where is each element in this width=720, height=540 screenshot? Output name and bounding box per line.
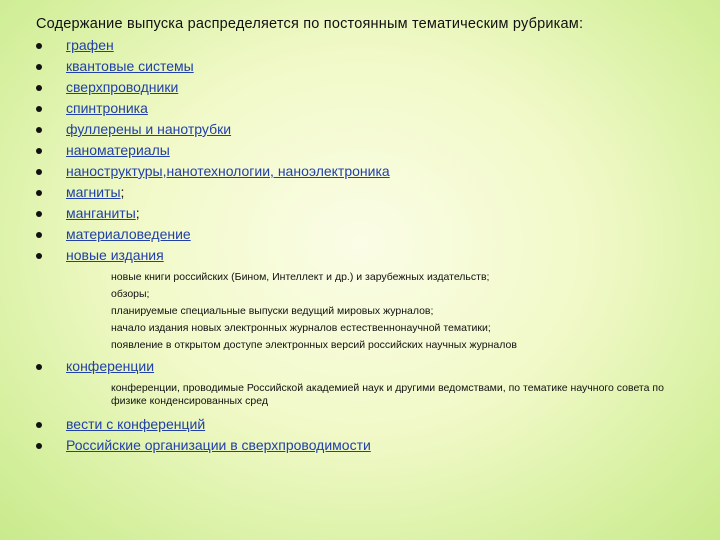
- bullet-icon: [36, 64, 42, 70]
- topic-link-nanomaterials[interactable]: наноматериалы: [66, 142, 170, 158]
- topic-suffix: ;: [120, 184, 125, 200]
- topic-link-manganites[interactable]: манганиты: [66, 205, 136, 221]
- list-item: [36, 245, 686, 266]
- detail-line: начало издания новых электронных журналов естественнонаучной тематики;: [111, 322, 491, 334]
- topic-link-spintronics[interactable]: спинтроника: [66, 100, 148, 116]
- conferences-detail: конференции, проводимые Российской академией наук и другими ведомствами, по тематике научного совета по физике конденсированных сред: [111, 382, 664, 407]
- detail-line: обзоры;: [111, 288, 150, 300]
- bullet-icon: [36, 106, 42, 112]
- list-item: [36, 203, 686, 224]
- bullet-icon: [36, 43, 42, 49]
- list-item: [36, 119, 686, 140]
- list-item: [36, 35, 686, 56]
- list-item: [36, 182, 686, 203]
- topic-link-superconductors[interactable]: сверхпроводники: [66, 79, 179, 95]
- final-topic-list: [36, 414, 686, 456]
- topic-list: [36, 35, 686, 266]
- topic-link-quantum-systems[interactable]: квантовые системы: [66, 58, 194, 74]
- topic-link-conference-news[interactable]: вести с конференций: [66, 416, 206, 432]
- conference-list: [36, 356, 686, 377]
- topic-link-russian-organizations[interactable]: Российские организации в сверхпроводимости: [66, 437, 371, 453]
- list-item: [36, 56, 686, 77]
- list-item: [36, 356, 686, 377]
- topic-link-fullerenes[interactable]: фуллерены и нанотрубки: [66, 121, 232, 137]
- content-page: [36, 14, 686, 456]
- bullet-icon: [36, 443, 42, 449]
- list-item: [36, 224, 686, 245]
- list-item: [36, 161, 686, 182]
- detail-line: новые книги российских (Бином, Интеллект и др.) и зарубежных издательств;: [111, 271, 490, 283]
- bullet-icon: [36, 169, 42, 175]
- bullet-icon: [36, 422, 42, 428]
- bullet-icon: [36, 253, 42, 259]
- topic-suffix: ;: [135, 205, 140, 221]
- list-item: [36, 435, 686, 456]
- bullet-icon: [36, 211, 42, 217]
- topic-link-nanostructures[interactable]: наноструктуры,нанотехнологии, наноэлектроника: [66, 163, 390, 179]
- new-editions-details: [36, 269, 686, 354]
- bullet-icon: [36, 190, 42, 196]
- topic-link-materials-science[interactable]: материаловедение: [66, 226, 191, 242]
- bullet-icon: [36, 364, 42, 370]
- topic-link-conferences[interactable]: конференции: [66, 358, 155, 374]
- bullet-icon: [36, 232, 42, 238]
- bullet-icon: [36, 127, 42, 133]
- page-heading: Содержание выпуска распределяется по постоянным тематическим рубрикам:: [36, 16, 584, 32]
- list-item: [36, 77, 686, 98]
- topic-link-new-editions[interactable]: новые издания: [66, 247, 164, 263]
- detail-line: планируемые специальные выпуски ведущий мировых журналов;: [111, 305, 434, 317]
- list-item: [36, 414, 686, 435]
- topic-link-graphene[interactable]: графен: [66, 37, 114, 53]
- bullet-icon: [36, 148, 42, 154]
- detail-line: появление в открытом доступе электронных версий российских научных журналов: [111, 339, 517, 351]
- list-item: [36, 98, 686, 119]
- bullet-icon: [36, 85, 42, 91]
- topic-link-magnets[interactable]: магниты: [66, 184, 121, 200]
- list-item: [36, 140, 686, 161]
